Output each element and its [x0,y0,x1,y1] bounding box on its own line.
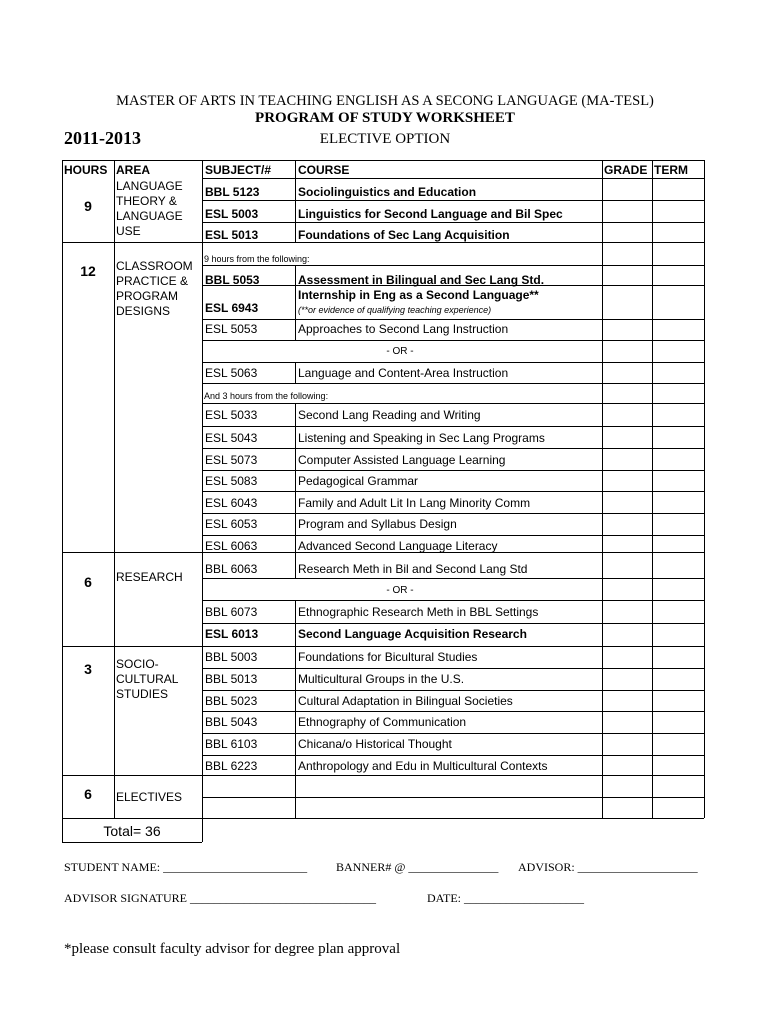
advisor-field: ADVISOR: ____________________ [518,860,698,874]
course-title: Language and Content-Area Instruction [298,366,509,380]
course-subject: BBL 5013 [205,672,258,686]
course-title: Cultural Adaptation in Bilingual Societies [298,694,513,708]
section-hours-classroom: 12 [80,263,96,279]
column-header-hours: HOURS [64,163,108,177]
section-hours-research: 6 [84,574,92,590]
section-area-research: RESEARCH [116,570,183,584]
course-subject: ESL 5063 [205,366,258,380]
course-title: Foundations for Bicultural Studies [298,650,478,664]
or-separator: - OR - [386,585,414,596]
course-title: Linguistics for Second Language and Bil Spec [298,207,563,221]
section-hours-language: 9 [84,198,92,214]
course-subject: ESL 6043 [205,496,258,510]
column-header-area: AREA [116,163,151,177]
course-title: Approaches to Second Lang Instruction [298,322,509,336]
banner-field: BANNER# @ _______________ [336,860,499,874]
course-title: Program and Syllabus Design [298,517,457,531]
course-title: Foundations of Sec Lang Acquisition [298,228,510,242]
course-title: Assessment in Bilingual and Sec Lang Std. [298,273,545,287]
course-title: Sociolinguistics and Education [298,185,477,199]
column-header-course: COURSE [298,163,350,177]
course-subject: BBL 5023 [205,694,258,708]
total-hours: Total= 36 [103,823,161,839]
course-subject: ESL 5083 [205,474,258,488]
course-subject: ESL 6053 [205,517,258,531]
course-subject: BBL 5053 [205,273,260,287]
course-subject: ESL 5013 [205,228,259,242]
date-field: DATE: ____________________ [427,891,584,905]
course-subject: BBL 5043 [205,715,258,729]
course-subject: BBL 6063 [205,562,258,576]
section-instruction: And 3 hours from the following: [204,391,329,401]
course-title: Second Lang Reading and Writing [298,408,481,422]
course-title: Listening and Speaking in Sec Lang Programs [298,431,545,445]
course-subject: BBL 6223 [205,759,258,773]
or-separator: - OR - [386,346,414,357]
course-subject: ESL 5033 [205,408,258,422]
document-title: MASTER OF ARTS IN TEACHING ENGLISH AS A SECONG LANGUAGE (MA-TESL) [116,93,654,109]
course-title: Ethnographic Research Meth in BBL Settings [298,605,539,619]
section-area-classroom: CLASSROOM PRACTICE & PROGRAM DESIGNS [116,259,193,318]
course-title: Research Meth in Bil and Second Lang Std [298,562,528,576]
catalog-years: 2011-2013 [64,128,142,148]
course-title: Multicultural Groups in the U.S. [298,672,465,686]
section-area-language: LANGUAGE THEORY & LANGUAGE USE [116,179,183,238]
column-header-grade: GRADE [604,163,648,177]
section-hours-socio: 3 [84,661,92,677]
advisor-note: *please consult faculty advisor for degree plan approval [64,941,401,957]
course-title: Internship in Eng as a Second Language** [298,288,539,302]
course-subject: BBL 5123 [205,185,260,199]
course-title: Chicana/o Historical Thought [298,737,452,751]
section-area-electives: ELECTIVES [116,790,183,804]
section-area-socio: SOCIO- CULTURAL STUDIES [116,657,179,701]
course-subject: ESL 6013 [205,627,259,641]
course-subject: BBL 6103 [205,737,258,751]
course-subject: ESL 5053 [205,322,258,336]
section-instruction: 9 hours from the following: [204,254,310,264]
course-subject: BBL 6073 [205,605,258,619]
worksheet-title: PROGRAM OF STUDY WORKSHEET [255,110,515,126]
course-title: Ethnography of Communication [298,715,467,729]
course-title: Second Language Acquisition Research [298,627,527,641]
course-title: Computer Assisted Language Learning [298,453,506,467]
course-title: Advanced Second Language Literacy [298,539,498,553]
course-subject: ESL 5003 [205,207,259,221]
course-subject: ESL 6943 [205,301,259,315]
course-title: Family and Adult Lit In Lang Minority Comm [298,496,531,510]
course-subject: ESL 6063 [205,539,258,553]
column-header-subject: SUBJECT/# [205,163,272,177]
student-name-field: STUDENT NAME: ________________________ [64,860,308,874]
course-title: Anthropology and Edu in Multicultural Contexts [298,759,548,773]
course-subject: BBL 5003 [205,650,258,664]
course-note: (**or evidence of qualifying teaching experience) [298,305,492,315]
course-subject: ESL 5073 [205,453,258,467]
option-label: ELECTIVE OPTION [319,131,451,147]
section-hours-electives: 6 [84,786,92,802]
course-title: Pedagogical Grammar [298,474,419,488]
column-header-term: TERM [654,163,688,177]
course-subject: ESL 5043 [205,431,258,445]
advisor-signature-field: ADVISOR SIGNATURE _______________________________ [64,891,377,905]
